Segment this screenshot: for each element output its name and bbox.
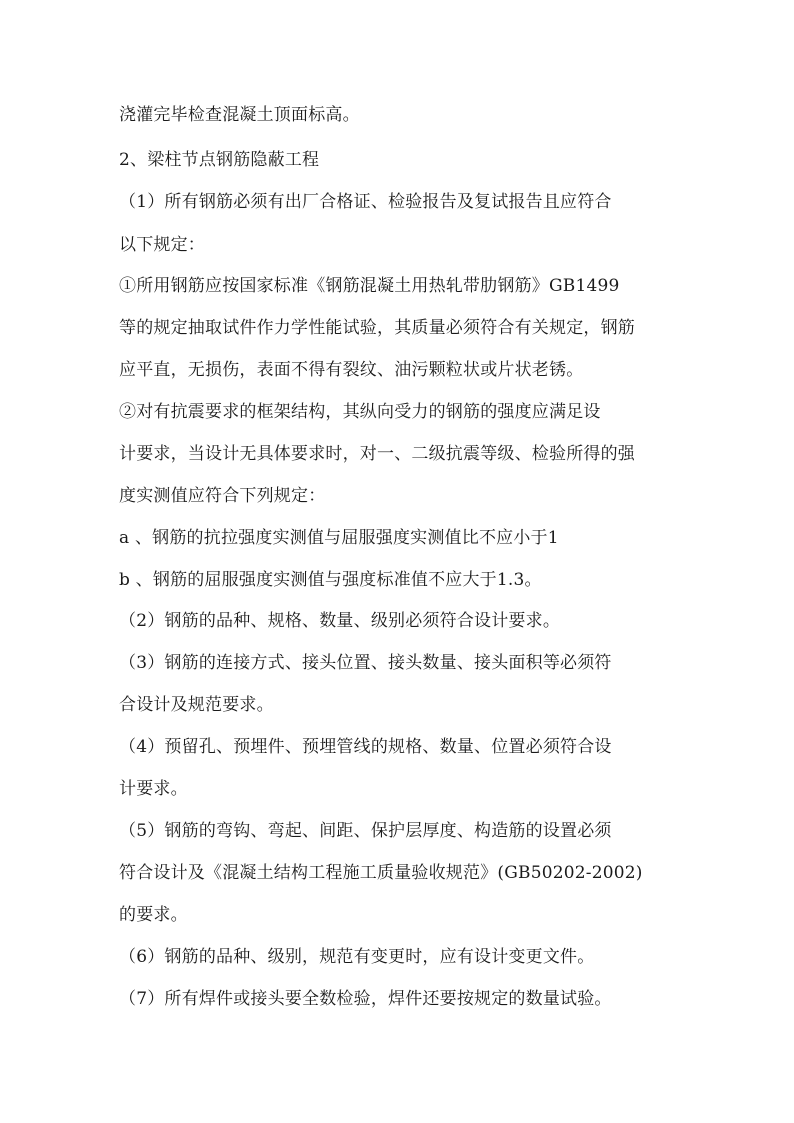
- text-line: 的要求。: [119, 905, 188, 925]
- text-line: 以下规定：: [119, 235, 205, 255]
- text-line: ②对有抗震要求的框架结构，其纵向受力的钢筋的强度应满足设: [119, 402, 601, 422]
- text-line: 符合设计及《混凝土结构工程施工质量验收规范》(GB50202-2002): [119, 863, 643, 883]
- text-line: （4）预留孔、预埋件、预埋管线的规格、数量、位置必须符合设: [119, 737, 612, 757]
- text-line: a 、钢筋的抗拉强度实测值与屈服强度实测值比不应小于1: [119, 528, 559, 548]
- text-line: 度实测值应符合下列规定：: [119, 486, 326, 506]
- text-line: （1）所有钢筋必须有出厂合格证、检验报告及复试报告且应符合: [119, 192, 612, 212]
- section-heading: 2、梁柱节点钢筋隐蔽工程: [119, 150, 320, 170]
- text-line: 等的规定抽取试件作力学性能试验，其质量必须符合有关规定，钢筋: [119, 318, 635, 338]
- text-line: 应平直，无损伤，表面不得有裂纹、油污颗粒状或片状老锈。: [119, 360, 584, 380]
- text-line: ①所用钢筋应按国家标准《钢筋混凝土用热轧带肋钢筋》GB1499: [119, 276, 620, 296]
- text-line: b 、钢筋的屈服强度实测值与强度标准值不应大于1.3。: [119, 570, 542, 590]
- text-line: （7）所有焊件或接头要全数检验，焊件还要按规定的数量试验。: [119, 989, 612, 1009]
- text-line: 浇灌完毕检查混凝土顶面标高。: [119, 105, 360, 125]
- text-line: 计要求，当设计无具体要求时，对一、二级抗震等级、检验所得的强: [119, 444, 635, 464]
- text-line: 计要求。: [119, 779, 188, 799]
- text-line: 合设计及规范要求。: [119, 695, 274, 715]
- text-line: （2）钢筋的品种、规格、数量、级别必须符合设计要求。: [119, 611, 561, 631]
- text-line: （5）钢筋的弯钩、弯起、间距、保护层厚度、构造筋的设置必须: [119, 821, 612, 841]
- text-line: （3）钢筋的连接方式、接头位置、接头数量、接头面积等必须符: [119, 653, 612, 673]
- text-line: （6）钢筋的品种、级别，规范有变更时，应有设计变更文件。: [119, 947, 595, 967]
